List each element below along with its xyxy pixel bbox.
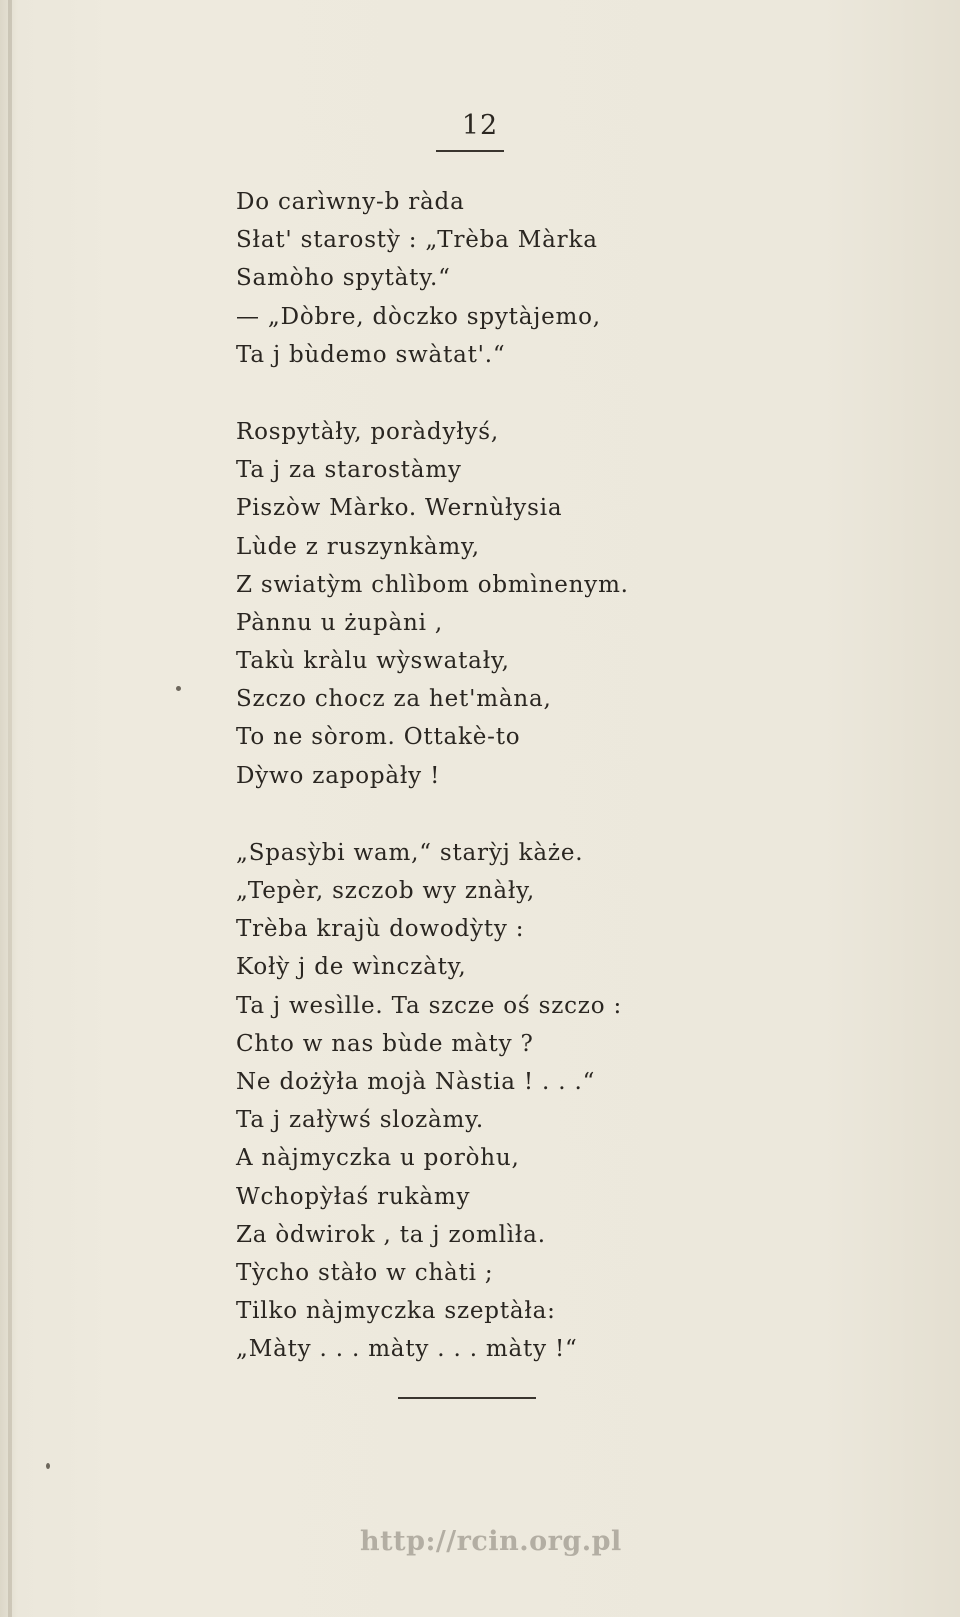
- poem-line: Wchopỳłaś rukàmy: [236, 1183, 471, 1210]
- page-number: 12: [461, 110, 499, 141]
- poem-line: Z swiatỳm chlìbom obmìnenym.: [236, 571, 629, 598]
- poem-line: Trèba krajù dowodỳty :: [236, 916, 525, 943]
- poem-line: Tilko nàjmyczka szeptàła:: [236, 1298, 556, 1325]
- poem-line: Ta j za starostàmy: [236, 457, 462, 484]
- poem-line: Ta j załỳwś slozàmy.: [236, 1107, 484, 1134]
- poem-line: Szczo chocz za het'màna,: [236, 686, 552, 713]
- poem-line: — „Dòbre, dòczko spytàjemo,: [236, 303, 601, 330]
- stanza-3: [236, 834, 756, 1369]
- poem-line: To ne sòrom. Ottakè-to: [236, 724, 521, 751]
- closing-rule: [398, 1397, 536, 1399]
- poem-line: Ta j bùdemo swàtat'.“: [236, 341, 506, 368]
- poem-line: Lùde z ruszynkàmy,: [236, 533, 480, 560]
- poem-line: Słat' starostỳ : „Trèba Màrka: [236, 227, 598, 254]
- poem-line: A nàjmyczka u poròhu,: [236, 1145, 520, 1172]
- poem-line: Ta j wesìlle. Ta szcze oś szczo :: [236, 992, 623, 1019]
- poem-line: Tỳcho stàło w chàti ;: [236, 1259, 494, 1286]
- poem-line: „Màty . . . màty . . . màty !“: [236, 1336, 578, 1363]
- stanza-2: [236, 413, 756, 795]
- poem-line: Takù kràlu wỳswatały,: [236, 648, 510, 675]
- poem-line: Pànnu u żupàni ,: [236, 609, 443, 636]
- poem-line: „Tepèr, szczob wy znàły,: [236, 878, 536, 904]
- poem-line: Rospytàły, poràdyłyś,: [236, 418, 500, 445]
- poem-line: Piszòw Màrko. Wernùłysia: [236, 495, 563, 522]
- poem-line: Samòho spytàty.“: [236, 265, 451, 292]
- stanza-1: [236, 183, 756, 374]
- poem-line: Chto w nas bùde màty ?: [236, 1030, 534, 1057]
- poem-line: Dỳwo zapopàły !: [236, 762, 441, 789]
- paper-speck: [176, 686, 181, 691]
- poem-line: Do carìwny-b ràda: [236, 189, 465, 215]
- poem-text: [236, 183, 756, 1407]
- poem-line: Za òdwirok , ta j zomlìła.: [236, 1221, 546, 1248]
- poem-line: „Spasỳbi wam,“ starỳj kàże.: [236, 839, 584, 866]
- page-number-rule: [436, 150, 504, 152]
- poem-line: Kołỳ j de wìnczàty,: [236, 954, 467, 981]
- paper-speck: [46, 1463, 50, 1469]
- page-edge-shadow: [8, 0, 12, 1617]
- source-watermark: http://rcin.org.pl: [360, 1526, 622, 1557]
- poem-line: Ne dożỳła mojà Nàstia ! . . .“: [236, 1068, 596, 1095]
